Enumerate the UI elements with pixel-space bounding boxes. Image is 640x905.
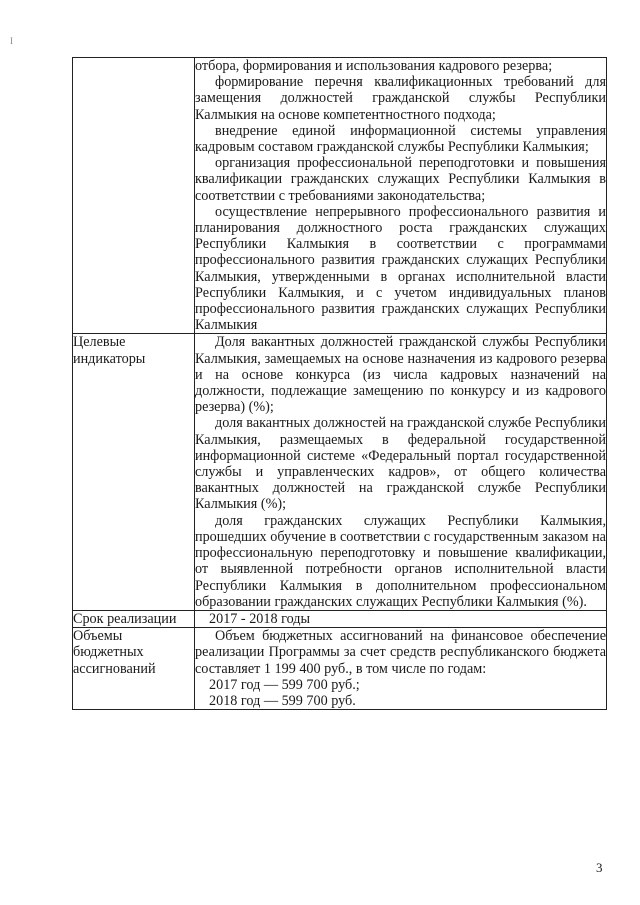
task-paragraph: формирование перечня квалификационных требований для замещения должностей гражданской службы Республики Калмыкия на основе компетентностного подхода; xyxy=(195,74,606,123)
task-paragraph: организация профессиональной переподготовки и повышения квалификации гражданских служащих Республики Калмыкия в соответствии с требованиями законодательства; xyxy=(195,155,606,204)
tasks-content xyxy=(195,58,607,334)
table-row-target-indicators xyxy=(73,334,607,610)
passport-table xyxy=(72,57,607,710)
page-number: 3 xyxy=(596,860,603,875)
row-label-budget: Объемы бюджетных ассигнований xyxy=(73,628,195,710)
row-label-period: Срок реализации xyxy=(73,610,195,627)
budget-content xyxy=(195,628,607,710)
task-paragraph: осуществление непрерывного профессионального развития и планирования должностного роста гражданских служащих Республики Калмыкия в соответствии с программами профессионального развития гражданских служащих Республики Калмыкия, утвержденными в органах исполнительной власти Республики Калмыкия, и с учетом индивидуальных планов профессионального развития гражданских служащих Республики Калмыкия xyxy=(195,203,606,334)
indicators-content xyxy=(195,334,607,610)
row-label-target-indicators: Целевые индикаторы xyxy=(73,334,195,610)
row-label-empty xyxy=(73,58,195,334)
indicator-paragraph: доля гражданских служащих Республики Калмыкия, прошедших обучение в соответствии с государственным заказом на профессиональную переподготовку и повышение квалификации, от выявленной потребности органов исполнительной власти Республики Калмыкия в дополнительном профессиональном образовании гражданских служащих Республики Калмыкия (%). xyxy=(195,512,606,610)
task-paragraph: внедрение единой информационной системы управления кадровым составом гражданской службы Республики Калмыкия; xyxy=(195,122,606,156)
table-row-tasks-continued xyxy=(73,58,607,334)
indicator-paragraph: доля вакантных должностей на гражданской службе Республики Калмыкия, размещаемых в федеральной государственной информационной системе «Федеральный портал государственной службы и управленческих кадров», от общего количества вакантных должностей на гражданской службе Республики Калмыкия (%); xyxy=(195,415,606,513)
budget-year-line: 2017 год — 599 700 руб.; xyxy=(209,676,360,693)
table-row-period xyxy=(73,610,607,627)
margin-mark: I xyxy=(10,36,13,46)
period-content xyxy=(195,610,607,627)
table-row-budget xyxy=(73,628,607,710)
period-value: 2017 - 2018 годы xyxy=(209,610,311,627)
budget-year-line: 2018 год — 599 700 руб. xyxy=(209,692,356,709)
budget-paragraph: Объем бюджетных ассигнований на финансовое обеспечение реализации Программы за счет средств республиканского бюджета составляет 1 199 400 руб., в том числе по годам: xyxy=(195,628,606,677)
task-paragraph: отбора, формирования и использования кадрового резерва; xyxy=(195,58,553,74)
indicator-paragraph: Доля вакантных должностей гражданской службы Республики Калмыкия, замещаемых на основе назначения из кадрового резерва и на основе конкурса (из числа кадровых назначений на должности, подлежащие замещению по конкурсу и из кадрового резерва) (%); xyxy=(195,334,606,416)
